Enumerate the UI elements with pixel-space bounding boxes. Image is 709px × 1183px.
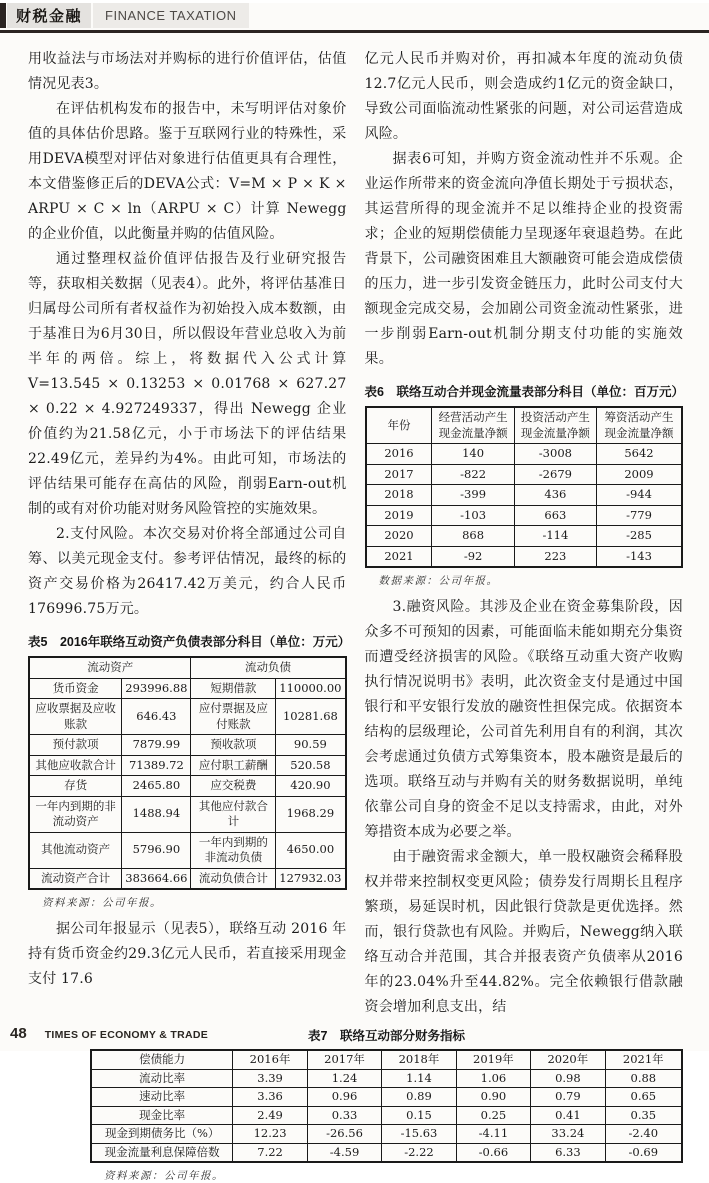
table-cell: 3.36 — [233, 1088, 307, 1107]
table-cell: -2.40 — [605, 1125, 682, 1144]
table-row — [91, 1069, 682, 1088]
page-footer — [10, 1025, 208, 1042]
table-cell: -143 — [597, 546, 682, 567]
table-cell: -2.22 — [382, 1143, 456, 1162]
table-cell: 2019 — [366, 505, 432, 526]
table-cell: -0.69 — [605, 1143, 682, 1162]
table-cell: 流动比率 — [91, 1069, 233, 1088]
table-cell: 存货 — [29, 776, 122, 797]
table-cell: 1.14 — [382, 1069, 456, 1088]
table-cell: 383664.66 — [122, 868, 191, 889]
table-cell: 436 — [514, 485, 596, 506]
table-cell: 140 — [432, 444, 514, 465]
table-cell: 现金比率 — [91, 1106, 233, 1125]
table5-source-note: 资料来源：公司年报。 — [42, 897, 162, 910]
table-row — [29, 776, 346, 797]
para-financing-risk: 3.融资风险。其涉及企业在资金募集阶段，因众多不可预知的因素，可能面临未能如期充分集资而遭受经济损害的风险。《联络互动重大资产收购执行情况说明书》表明，此次资金支付是通过中国银行和平安银行发放的融资性担保完成。依据资本结构的层级理论，公司首先利用自有的利润，其次会考虑通过负债方式筹集资本，股本融资是最后的选项。联络互动与并购有关的财务数据说明，单纯依靠公司自身的资金不足以支持需求，由此，对外筹措资本成为必要之举。 — [364, 599, 683, 841]
table-row — [366, 485, 683, 506]
table-cell: 12.23 — [233, 1125, 307, 1144]
table-cell: -2679 — [514, 464, 596, 485]
table-cell: -4.59 — [307, 1143, 381, 1162]
para-funding-gap: 亿元人民币并购对价，再扣减本年度的流动负债12.7亿元人民币，则会造成约1亿元的资金缺口，导致公司面临流动性紧张的问题，对公司运营造成风险。 — [364, 51, 683, 142]
table-cell: 5796.90 — [122, 832, 191, 868]
table7-header-2017: 2017年 — [307, 1050, 381, 1069]
table-cell: 0.98 — [531, 1069, 605, 1088]
table-cell: -399 — [432, 485, 514, 506]
journal-page — [0, 3, 709, 1183]
table-row — [366, 444, 683, 465]
table-cell: 1488.94 — [122, 796, 191, 832]
table-cell: 10281.68 — [276, 699, 346, 735]
table-cell: -26.56 — [307, 1125, 381, 1144]
table5-header-current-liabilities: 流动负债 — [191, 657, 346, 678]
table-cell: 1968.29 — [276, 796, 346, 832]
table-cell: -3008 — [514, 444, 596, 465]
table-cell: 0.15 — [382, 1106, 456, 1125]
table-cell: -822 — [432, 464, 514, 485]
table-cell: 其他应收款合计 — [29, 755, 122, 776]
table-row — [366, 526, 683, 547]
table-row — [366, 505, 683, 526]
table-row — [91, 1125, 682, 1144]
header-accent-bar — [0, 3, 6, 28]
table-7-financial-indicators — [90, 1049, 683, 1163]
table-cell: 2021 — [366, 546, 432, 567]
table7-header-2019: 2019年 — [456, 1050, 530, 1069]
table-cell: 预收款项 — [191, 735, 276, 756]
para-annual-report: 据公司年报显示（见表5），联络互动 2016 年持有货币资金约29.3亿元人民币，若直接采用现金支付 17.6 — [28, 921, 347, 988]
table-row — [91, 1106, 682, 1125]
page-number: 48 — [10, 1025, 27, 1042]
table-cell: 1.24 — [307, 1069, 381, 1088]
table-cell: -944 — [597, 485, 682, 506]
bottom-section — [0, 1020, 709, 1183]
para-deva-calculation: 通过整理权益价值评估报告及行业研究报告等，获取相关数据（见表4）。此外，将评估基准日归属母公司所有者权益作为初始投入成本数额，由于基准日为6月30日，所以假设年营业总收入为前半年的两倍。综上，将数据代入公式计算V=13.545 × 0.13253 × 0.01768 × 627.27 × 0.22 × 4.927249337，得出 Newegg 企业价值约为21.58亿元，小于市场法下的评估结果22.49亿元，差异约为4%。由此可知，市场法的评估结果可能存在高估的风险，削弱Earn-out机制的或有对价功能对财务风险管控的实施效果。 — [28, 251, 347, 517]
table-cell: 2009 — [597, 464, 682, 485]
table6-header-financing: 筹资活动产生现金流量净额 — [597, 407, 682, 444]
left-column — [28, 47, 351, 992]
para-valuation-continuation: 用收益法与市场法对并购标的进行价值评估，估值情况见表3。 — [28, 51, 347, 92]
table6-header-investing: 投资活动产生现金流量净额 — [514, 407, 596, 444]
table-cell: 2.49 — [233, 1106, 307, 1125]
table6-source-note: 数据来源：公司年报。 — [378, 575, 499, 588]
journal-name: TIMES OF ECONOMY & TRADE — [44, 1029, 209, 1041]
table7-header-2018: 2018年 — [382, 1050, 456, 1069]
table-cell: 0.25 — [456, 1106, 530, 1125]
table-cell: 0.35 — [605, 1106, 682, 1125]
table-cell: 293996.88 — [122, 678, 191, 699]
table7-header-solvency: 偿债能力 — [91, 1050, 233, 1069]
table-cell: 预付款项 — [29, 735, 122, 756]
table-cell: 2018 — [366, 485, 432, 506]
table7-source-note: 资料来源：公司年报。 — [104, 1170, 224, 1183]
table-cell: 应交税费 — [191, 776, 276, 797]
para-payment-risk: 2.支付风险。本次交易对价将全部通过公司自筹、以美元现金支付。参考评估情况，最终的标的资产交易价格为26417.42万美元，约合人民币176996.75万元。 — [28, 526, 347, 617]
table-cell: 应付职工薪酬 — [191, 755, 276, 776]
table-cell: 7.22 — [233, 1143, 307, 1162]
table-cell: -92 — [432, 546, 514, 567]
table5-header-current-assets: 流动资产 — [29, 657, 191, 678]
table-cell: 一年内到期的非流动负债 — [191, 832, 276, 868]
table-cell: 0.88 — [605, 1069, 682, 1088]
table-cell: 流动负债合计 — [191, 868, 276, 889]
table-cell: 90.59 — [276, 735, 346, 756]
table-cell: 420.90 — [276, 776, 346, 797]
table-cell: -779 — [597, 505, 682, 526]
para-deva-model: 在评估机构发布的报告中，未写明评估对象价值的具体估价思路。鉴于互联网行业的特殊性，采用DEVA模型对评估对象进行估值更具有合理性，本文借鉴修正后的DEVA公式：V=M × P × K × ARPU × C × ln（ARPU × C）计算 Newegg 的企业价值，以此衡量并购的估值风险。 — [28, 101, 347, 242]
table-cell: 其他流动资产 — [29, 832, 122, 868]
table-cell: -4.11 — [456, 1125, 530, 1144]
table-cell: 2016 — [366, 444, 432, 465]
section-title-cn: 财税金融 — [7, 3, 91, 28]
table6-header-operating: 经营活动产生现金流量净额 — [432, 407, 514, 444]
table-cell: 520.58 — [276, 755, 346, 776]
table-cell: 646.43 — [122, 699, 191, 735]
table-cell: 110000.00 — [276, 678, 346, 699]
table-6-cash-flow — [365, 406, 684, 568]
table-cell: 速动比率 — [91, 1088, 233, 1107]
table-row — [29, 755, 346, 776]
table-cell: 货币资金 — [29, 678, 122, 699]
table7-caption: 表7 联络互动部分财务指标 — [308, 1029, 465, 1044]
table-cell: 2020 — [366, 526, 432, 547]
table-cell: 127932.03 — [276, 868, 346, 889]
table7-header-2021: 2021年 — [605, 1050, 682, 1069]
table-row — [29, 796, 346, 832]
table-cell: 0.96 — [307, 1088, 381, 1107]
table-cell: 0.89 — [382, 1088, 456, 1107]
table-row — [366, 464, 683, 485]
section-title-en: FINANCE TAXATION — [93, 3, 249, 28]
table-row — [29, 678, 346, 699]
table-cell: 0.65 — [605, 1088, 682, 1107]
table-cell: -15.63 — [382, 1125, 456, 1144]
table5-caption: 表5 2016年联络互动资产负债表部分科目（单位：万元） — [28, 635, 351, 649]
table-cell: 663 — [514, 505, 596, 526]
table-cell: 33.24 — [531, 1125, 605, 1144]
table6-caption: 表6 联络互动合并现金流量表部分科目（单位：百万元） — [364, 385, 684, 399]
table-row — [29, 657, 346, 678]
table-row — [366, 407, 683, 444]
table-cell: 0.33 — [307, 1106, 381, 1125]
table-cell: 其他应付款合计 — [191, 796, 276, 832]
table-cell: 2017 — [366, 464, 432, 485]
table-cell: 现金流量利息保障倍数 — [91, 1143, 233, 1162]
para-bank-loan: 由于融资需求金额大，单一股权融资会稀释股权并带来控制权变更风险；债券发行周期长且程序繁琐，易延误时机，因此银行贷款是更优选择。然而，银行贷款也有风险。并购后，Newegg纳入联络互动合并范围，其合并报表资产负债率从2016年的23.04%升至44.82%。完全依赖银行借款融资会增加利息支出，结 — [364, 849, 683, 1016]
text-columns — [0, 33, 709, 1020]
para-liquidity-analysis: 据表6可知，并购方资金流动性并不乐观。企业运作所带来的资金流向净值长期处于亏损状态，其运营所得的现金流并不足以维持企业的投资需求；企业的短期偿债能力呈现逐年衰退趋势。在此背景下，公司融资困难且大额融资可能会造成偿债的压力，进一步引发资金链压力，此时公司支付大额现金完成交易，会加剧公司资金流动性紧张，进一步削弱Earn-out机制分期支付功能的实施效果。 — [364, 151, 683, 367]
table-cell: -114 — [514, 526, 596, 547]
table7-header-2016: 2016年 — [233, 1050, 307, 1069]
table-row — [29, 699, 346, 735]
table-cell: 2465.80 — [122, 776, 191, 797]
page-header — [0, 3, 709, 28]
table-row — [91, 1143, 682, 1162]
table-cell: 短期借款 — [191, 678, 276, 699]
table-row — [91, 1088, 682, 1107]
table-cell: 应付票据及应付账款 — [191, 699, 276, 735]
table-cell: 1.06 — [456, 1069, 530, 1088]
table-cell: 应收票据及应收账款 — [29, 699, 122, 735]
table-cell: 一年内到期的非流动资产 — [29, 796, 122, 832]
table-cell: 0.79 — [531, 1088, 605, 1107]
table-cell: 流动资产合计 — [29, 868, 122, 889]
table-cell: 71389.72 — [122, 755, 191, 776]
table-cell: 868 — [432, 526, 514, 547]
table-cell: 223 — [514, 546, 596, 567]
table-cell: 0.90 — [456, 1088, 530, 1107]
table-cell: 7879.99 — [122, 735, 191, 756]
table-cell: 0.41 — [531, 1106, 605, 1125]
table-row — [29, 868, 346, 889]
table-cell: 5642 — [597, 444, 682, 465]
table-row — [29, 832, 346, 868]
table-cell: -285 — [597, 526, 682, 547]
table-row — [29, 735, 346, 756]
table-row — [91, 1050, 682, 1069]
table-5-balance-sheet — [28, 656, 347, 890]
table6-header-year: 年份 — [366, 407, 432, 444]
table-row — [366, 546, 683, 567]
table7-header-2020: 2020年 — [531, 1050, 605, 1069]
table-cell: 现金到期债务比（%） — [91, 1125, 233, 1144]
table-cell: 3.39 — [233, 1069, 307, 1088]
table-cell: 6.33 — [531, 1143, 605, 1162]
table-cell: -0.66 — [456, 1143, 530, 1162]
table-cell: -103 — [432, 505, 514, 526]
table-cell: 4650.00 — [276, 832, 346, 868]
right-column — [365, 47, 684, 1020]
